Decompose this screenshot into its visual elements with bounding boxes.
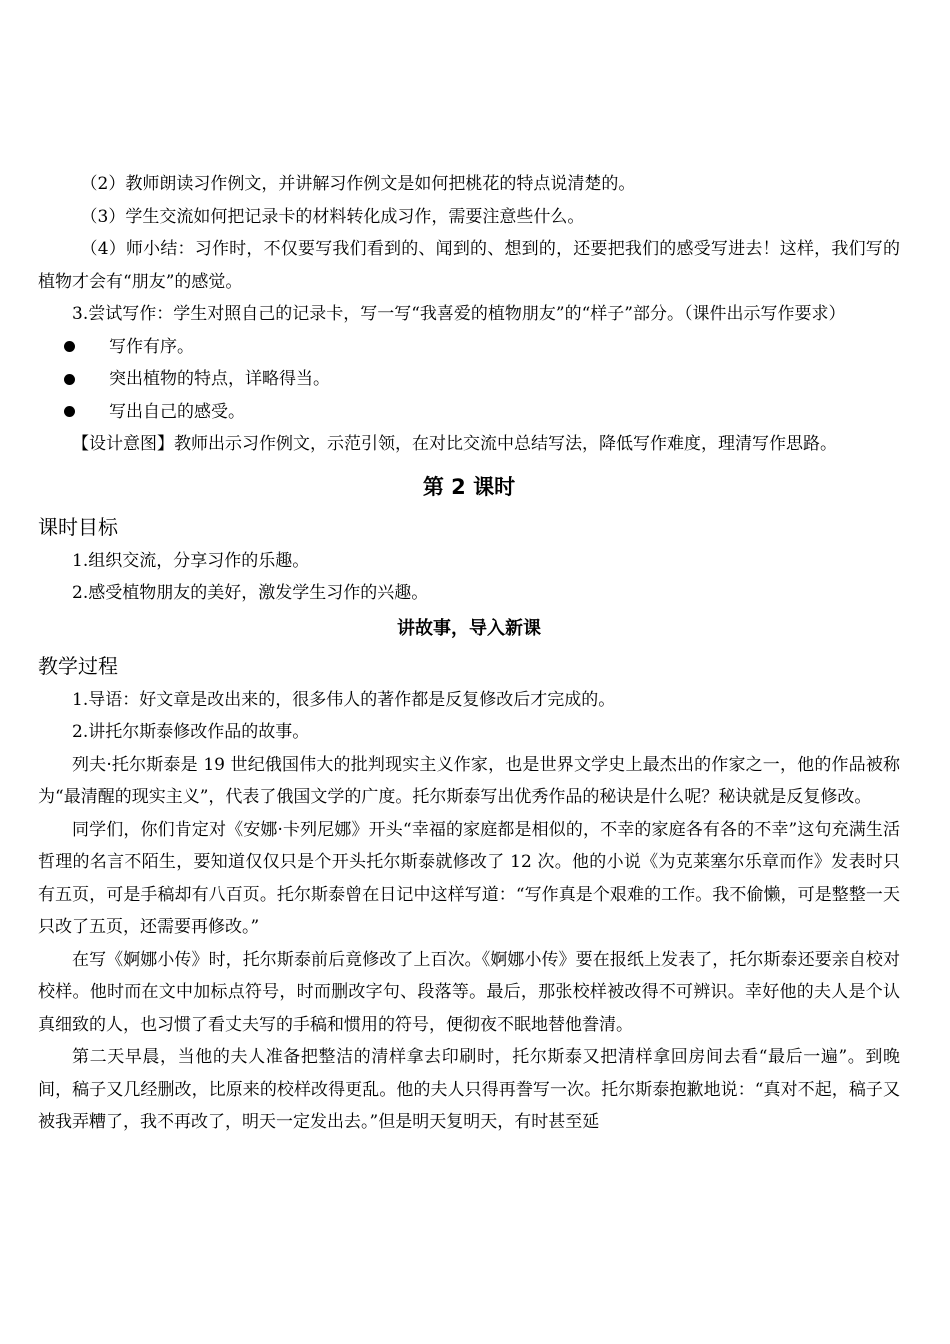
bullet-item [38,363,900,396]
lesson-title: 第 2 课时 [422,474,516,499]
story-paragraph: 同学们，你们肯定对《安娜·卡列尼娜》开头“幸福的家庭都是相似的，不幸的家庭各有各的不幸”这句充满生活哲理的名言不陌生，要知道仅仅只是个开头托尔斯泰就修改了 12 次。他的小说《为克莱塞尔乐章而作》发表时只有五页，可是手稿却有八百页。托尔斯泰曾在日记中这样写道：“写作真是个艰难的工作。我不偷懒，可是整整一天只改了五页，还需要再修改。” [38,819,900,937]
bullet-dot-icon [64,374,75,385]
paragraph-step-3: （3）学生交流如何把记录卡的材料转化成习作，需要注意些什么。 [80,206,585,227]
story-paragraph: 第二天早晨，当他的夫人准备把整洁的清样拿去印刷时，托尔斯泰又把清样拿回房间去看“最后一遍”。到晚间，稿子又几经删改，比原来的校样改得更乱。他的夫人只得再誊写一次。托尔斯泰抱歉地说：“真对不起，稿子又被我弄糟了，我不再改了，明天一定发出去。”但是明天复明天，有时甚至延 [38,1047,900,1132]
bullet-item [38,396,900,429]
document-page [38,168,900,1139]
story-paragraph: 在写《婀娜小传》时，托尔斯泰前后竟修改了上百次。《婀娜小传》要在报纸上发表了，托尔斯泰还要亲自校对校样。他时而在文中加标点符号，时而删改字句、段落等。最后，那张校样被改得不可辨识。幸好他的夫人是个认真细致的人，也习惯了看丈夫写的手稿和惯用的符号，便彻夜不眠地替他誊清。 [38,949,900,1035]
bullet-item [38,331,900,364]
section-title: 讲故事，导入新课 [397,617,541,639]
bullet-text: 写出自己的感受。 [109,401,245,422]
paragraph-try-writing: 3.尝试写作：学生对照自己的记录卡，写一写“我喜爱的植物朋友”的“样子”部分。（课件出示写作要求） [72,304,846,324]
bullet-dot-icon [64,406,75,417]
bullet-text: 突出植物的特点，详略得当。 [109,369,330,389]
goals-heading: 课时目标 [38,514,118,539]
process-item: 2.讲托尔斯泰修改作品的故事。 [72,722,310,742]
design-intent: 【设计意图】教师出示习作例文，示范引领，在对比交流中总结写法，降低写作难度，理清写作思路。 [72,434,837,454]
goal-item: 2.感受植物朋友的美好，激发学生习作的兴趣。 [72,583,429,603]
process-item: 1.导语：好文章是改出来的，很多伟人的著作都是反复修改后才完成的。 [72,689,616,710]
goal-item: 1.组织交流，分享习作的乐趣。 [72,550,310,571]
bullet-text: 写作有序。 [109,336,194,357]
process-heading: 教学过程 [38,653,118,678]
bullet-dot-icon [64,341,75,352]
story-paragraph: 列夫·托尔斯泰是 19 世纪俄国伟大的批判现实主义作家，也是世界文学史上最杰出的作家之一，他的作品被称为“最清醒的现实主义”，代表了俄国文学的广度。托尔斯泰写出优秀作品的秘诀是什么呢？秘诀就是反复修改。 [38,754,900,807]
paragraph-step-4: （4）师小结：习作时，不仅要写我们看到的、闻到的、想到的，还要把我们的感受写进去！这样，我们写的植物才会有“朋友”的感觉。 [38,239,900,292]
paragraph-step-2: （2）教师朗读习作例文，并讲解习作例文是如何把桃花的特点说清楚的。 [80,174,636,194]
